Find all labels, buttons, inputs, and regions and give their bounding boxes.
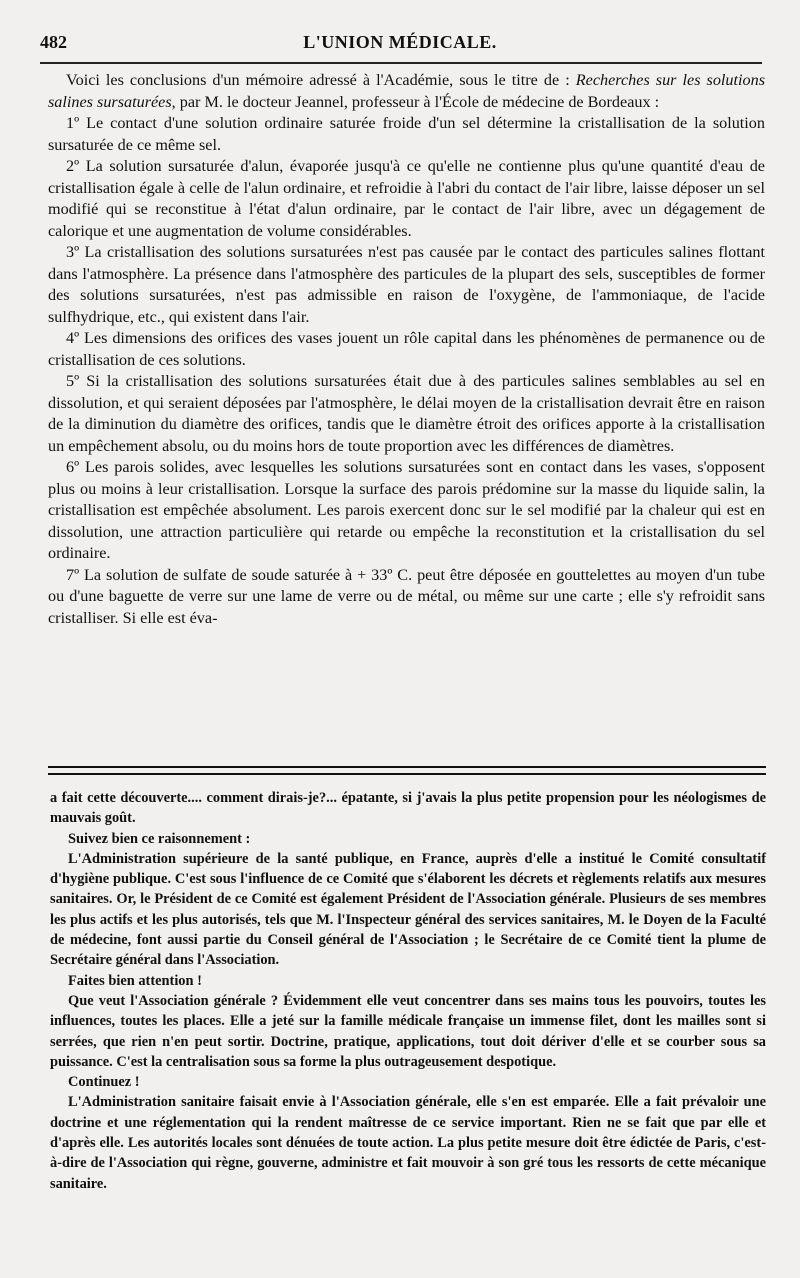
- intro-author: par M. le docteur Jeannel, professeur à l'École de médecine de Bordeaux :: [175, 92, 660, 111]
- feuilleton-paragraph: Suivez bien ce raisonnement :: [68, 830, 251, 847]
- feuilleton-paragraph: Que veut l'Association générale ? Évidemment elle veut concentrer dans ses mains tous les pouvoirs, toutes les influences, toutes les places. Elle a jeté sur la famille médicale française un immense filet, dont les mailles sont si serrées, que rien n'en peut sortir. Doctrine, pratique, applications, tout doit dériver d'elle et se courber sous sa puissance. C'est la centralisation sous sa forme la plus outrageusement despotique.: [50, 992, 766, 1070]
- running-title: L'UNION MÉDICALE.: [303, 32, 497, 52]
- feuilleton-paragraph: Faites bien attention !: [68, 972, 202, 989]
- header-rule: [40, 62, 762, 64]
- feuilleton-body: [50, 788, 766, 1194]
- conclusion-3: 3º La cristallisation des solutions sursaturées n'est pas causée par le contact des particules salines flottant dans l'atmosphère. La présence dans l'atmosphère des particules de la plupart des sels, susceptibles de former des solutions sursaturées, n'est pas admissible en raison de l'oxygène, de l'ammoniaque, de l'acide sulfhydrique, etc., qui existent dans l'air.: [48, 243, 765, 326]
- article-intro: [48, 70, 765, 113]
- conclusion-4: 4º Les dimensions des orifices des vases jouent un rôle capital dans les phénomènes de permanence ou de cristallisation de ces solutions.: [48, 329, 765, 369]
- article-body: [48, 70, 765, 629]
- page-header: [40, 32, 760, 58]
- feuilleton-paragraph: L'Administration supérieure de la santé publique, en France, auprès d'elle a institué le Comité consultatif d'hygiène publique. C'est sous l'influence de ce Comité que s'élaborent les décrets et règlements relatifs aux mesures sanitaires. Or, le Président de ce Comité est également Président de l'Association générale. Plusieurs de ses membres les plus actifs et les plus autorisés, tels que M. l'Inspecteur général des services sanitaires, M. le Doyen de la Faculté de médecine, font aussi partie du Conseil général de l'Association ; le Secrétaire de ce Comité tient la plume de Secrétaire général dans l'Association.: [50, 850, 766, 969]
- conclusion-1: 1º Le contact d'une solution ordinaire saturée froide d'un sel détermine la cristallisation de la solution sursaturée de ce même sel.: [48, 114, 765, 154]
- page-number: 482: [40, 32, 67, 52]
- intro-text: Voici les conclusions d'un mémoire adressé à l'Académie, sous le titre de :: [66, 71, 576, 89]
- conclusion-6: 6º Les parois solides, avec lesquelles les solutions sursaturées sont en contact dans les vases, s'opposent plus ou moins à leur cristallisation. Lorsque la surface des parois prédomine sur la masse du liquide salin, la cristallisation est empêchée absolument. Les parois exercent donc sur le sel modifié par la chaleur qui est en dissolution, une attraction particulière qui retarde ou empêche la reconstitution et la cristallisation du sel ordinaire.: [48, 458, 765, 562]
- memoir-title: Recherches sur les solutions salines sursaturées,: [48, 71, 766, 111]
- feuilleton-separator: [48, 766, 766, 775]
- conclusion-5: 5º Si la cristallisation des solutions sursaturées était due à des particules salines semblables au sel en dissolution, et qui seraient déposées par l'atmosphère, le délai moyen de la cristallisation devrait être en raison de la diminution du diamètre des orifices, tandis que le diamètre étroit des orifices apporte à la cristallisation un empêchement absolu, ou du moins hors de toute proportion avec les différences de diamètres.: [48, 372, 765, 455]
- feuilleton-paragraph: L'Administration sanitaire faisait envie à l'Association générale, elle s'en est emparée. Elle a fait prévaloir une doctrine et une réglementation qui la rendent maîtresse de ce service important. Rien ne se fait que par elle et d'après elle. Les autorités locales sont dénuées de toute action. La plus petite mesure doit être édictée de Paris, c'est-à-dire de l'Association qui règne, gouverne, administre et fait mouvoir à son gré tous les ressorts de cette mécanique sanitaire.: [50, 1094, 766, 1192]
- feuilleton-paragraph: a fait cette découverte.... comment dirais-je?... épatante, si j'avais la plus petite propension pour les néologismes de mauvais goût.: [50, 790, 766, 827]
- conclusion-7: 7º La solution de sulfate de soude saturée à + 33º C. peut être déposée en gouttelettes au moyen d'un tube ou d'une baguette de verre sur une lame de verre ou de métal, ou même sur une carte ; elle s'y refroidit sans cristalliser. Si elle est éva-: [48, 565, 765, 627]
- conclusion-2: 2º La solution sursaturée d'alun, évaporée jusqu'à ce qu'elle ne contienne plus qu'une quantité d'eau de cristallisation égale à celle de l'alun ordinaire, et refroidie à l'abri du contact de l'air libre, laisse déposer un sel modifié qui se reconstitue à l'état d'alun ordinaire, par le contact de l'air libre, avec un dégagement de calorique et une augmentation de volume considérables.: [48, 157, 765, 240]
- feuilleton-paragraph: Continuez !: [68, 1074, 140, 1091]
